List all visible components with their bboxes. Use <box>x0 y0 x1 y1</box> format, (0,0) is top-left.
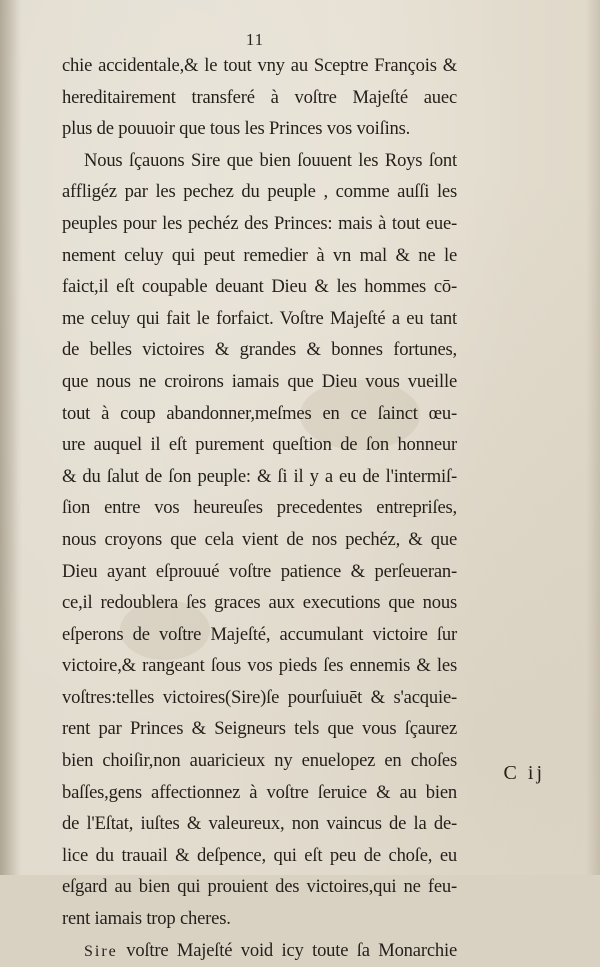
text-line: ſion entre vos heureuſes precedentes entrepriſes, <box>62 497 457 519</box>
text-line: chie accidentale,& le tout vny au Sceptre François & <box>62 55 457 76</box>
text-line: ure auquel il eſt purement queſtion de ſon honneur <box>62 434 457 456</box>
text-line: & du ſalut de ſon peuple: & ſi il y a eu de l'intermiſ- <box>62 465 457 487</box>
text-line: me celuy qui fait le forfaict. Voſtre Majeſté a eu tant <box>62 307 457 329</box>
text-line: voſtres:telles victoires(Sire)ſe pourſuiuēt & s'acquie- <box>62 686 457 708</box>
signature-mark: C ij <box>503 762 545 784</box>
closing-lead: Sire <box>84 942 118 960</box>
text-line: de l'Eſtat, iuſtes & valeureux, non vaincus de la de- <box>62 813 457 835</box>
text-line: Dieu ayant eſprouué voſtre patience & perſeueran- <box>62 560 457 582</box>
text-line: nous croyons que cela vient de nos pechéz, & que <box>62 528 457 550</box>
text-line: nement celuy qui peut remedier à vn mal & ne le <box>62 244 457 266</box>
text-line: eſperons de voſtre Majeſté, accumulant victoire ſur <box>62 623 457 645</box>
body-text <box>62 50 457 966</box>
page-edge <box>586 0 600 875</box>
text-line: lice du trauail & deſpence, qui eſt peu de choſe, eu <box>62 844 457 866</box>
text-line: peuples pour les pechéz des Princes: mais à tout eue- <box>62 212 457 234</box>
text-line: faict,il eſt coupable deuant Dieu & les hommes cō- <box>62 276 457 298</box>
text-line: victoire,& rangeant ſous vos pieds ſes ennemis & les <box>62 655 457 677</box>
text-line: plus de pouuoir que tous les Princes vos voiſins. <box>62 118 411 140</box>
text-line: Nous ſçauons Sire que bien ſouuent les Roys ſont <box>84 149 457 171</box>
text-line: tout à coup abandonner,meſmes en ce ſainct œu- <box>62 402 457 424</box>
text-line: rent par Princes & Seigneurs tels que vous ſçaurez <box>62 718 457 740</box>
text-line: affligéz par les pechez du peuple , comme auſſi les <box>62 181 457 203</box>
closing-rest: voſtre Majeſté void icy toute ſa Monarchie <box>117 939 457 961</box>
text-line: baſſes,gens affectionnez à voſtre ſeruice & au bien <box>62 781 457 803</box>
page-number: 11 <box>245 30 265 49</box>
text-line: que nous ne croirons iamais que Dieu vous vueille <box>62 370 457 392</box>
spine-shadow <box>0 0 22 875</box>
text-line: de belles victoires & grandes & bonnes fortunes, <box>62 339 457 361</box>
text-line: ce,il redoublera ſes graces aux executions que nous <box>62 592 457 614</box>
text-line: rent iamais trop cheres. <box>62 908 231 930</box>
text-line: eſgard au bien qui prouient des victoires,qui ne feu- <box>62 876 457 898</box>
text-line: bien choiſir,non auaricieux ny enuelopez en choſes <box>62 750 457 772</box>
closing-line <box>62 935 457 967</box>
text-line: hereditairement transferé à voſtre Majeſté auec <box>62 86 457 108</box>
